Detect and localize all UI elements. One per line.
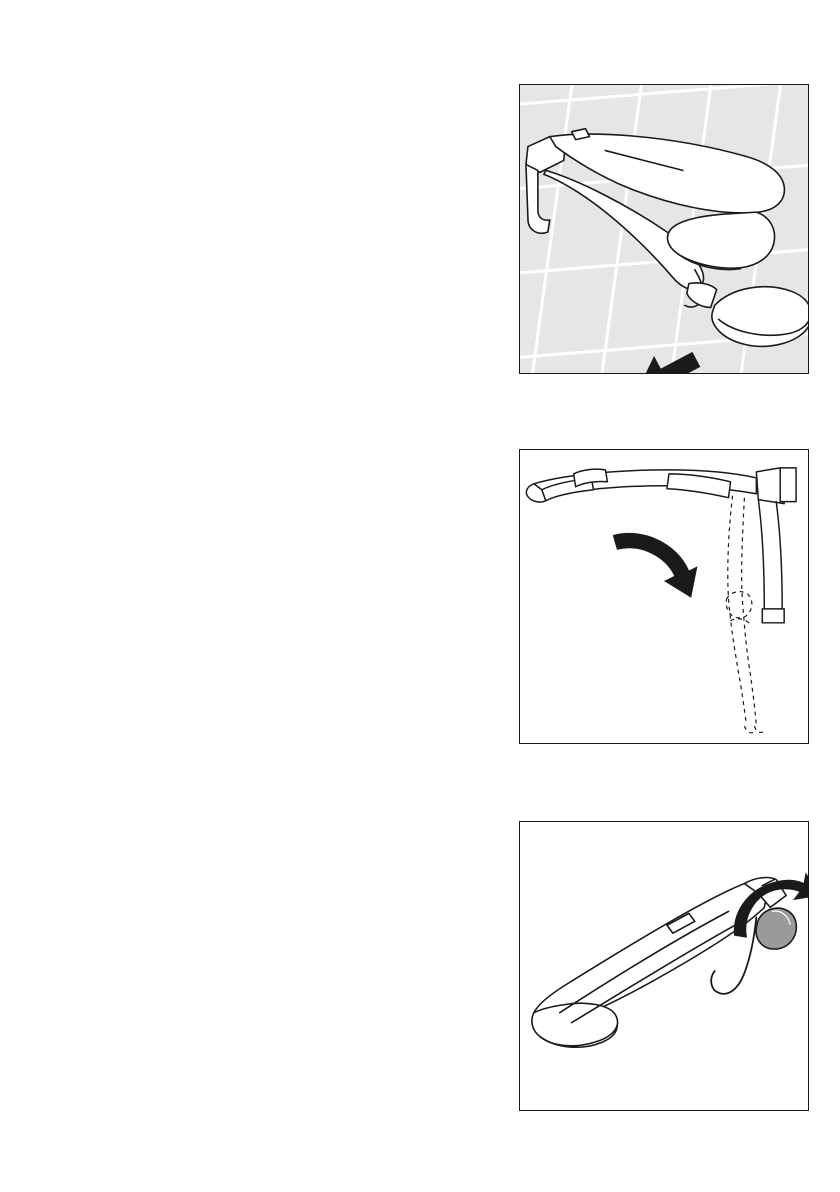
adjustment-knob <box>756 908 796 949</box>
figure-1-shower-head-insert-into-holder <box>519 84 809 374</box>
spray-head <box>712 287 808 347</box>
down-pipe-left <box>758 500 764 609</box>
figure-3-adjustment-knob-rotation <box>519 821 809 1111</box>
pipe-coupler <box>762 609 784 623</box>
wall-plate-edge <box>780 468 796 502</box>
figure-2-shower-arm-rotating-downward <box>519 449 809 744</box>
down-pipe-right <box>776 502 782 609</box>
phantom-hose-outline <box>726 496 764 733</box>
rotation-arrow-clockwise <box>613 533 696 597</box>
top-button <box>572 129 590 140</box>
